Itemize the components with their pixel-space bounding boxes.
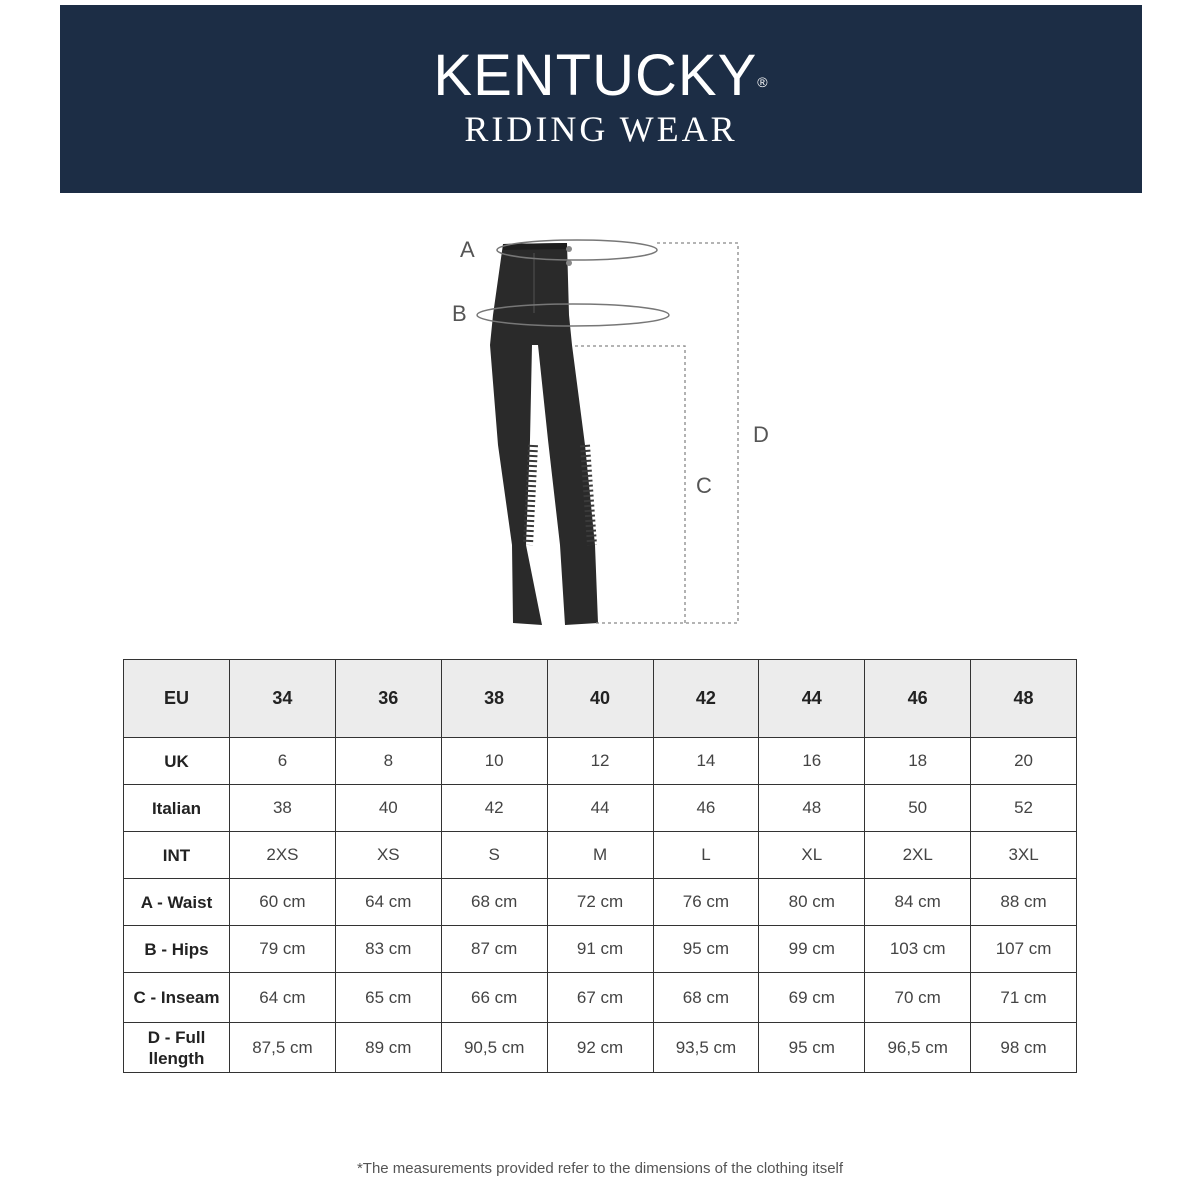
value-cell: 68 cm	[441, 879, 547, 926]
table-row	[124, 832, 1077, 879]
breeches-shape	[490, 243, 598, 625]
value-cell: M	[547, 832, 653, 879]
brand-logo	[60, 43, 1142, 108]
value-cell: 67 cm	[547, 973, 653, 1023]
value-cell: 68 cm	[653, 973, 759, 1023]
brand-subtitle: RIDING WEAR	[464, 109, 738, 149]
value-cell: 95 cm	[653, 926, 759, 973]
value-cell: 46	[653, 785, 759, 832]
label-a: A	[460, 237, 475, 262]
value-cell: 52	[971, 785, 1077, 832]
value-cell: 80 cm	[759, 879, 865, 926]
value-cell: 71 cm	[971, 973, 1077, 1023]
value-cell: 99 cm	[759, 926, 865, 973]
value-cell: 44	[547, 785, 653, 832]
row-label-cell: Italian	[124, 785, 230, 832]
row-label-cell: A - Waist	[124, 879, 230, 926]
eu-header-cell: EU	[124, 660, 230, 738]
value-cell: 16	[759, 738, 865, 785]
size-chart-table	[123, 659, 1077, 1073]
value-cell: XL	[759, 832, 865, 879]
value-cell: 65 cm	[335, 973, 441, 1023]
value-cell: 2XL	[865, 832, 971, 879]
breeches-illustration	[420, 225, 800, 645]
value-cell: 12	[547, 738, 653, 785]
value-cell: 72 cm	[547, 879, 653, 926]
value-cell: 83 cm	[335, 926, 441, 973]
value-cell: 42	[441, 785, 547, 832]
value-cell: 107 cm	[971, 926, 1077, 973]
size-header-cell: 36	[335, 660, 441, 738]
row-label-cell: UK	[124, 738, 230, 785]
value-cell: XS	[335, 832, 441, 879]
value-cell: 103 cm	[865, 926, 971, 973]
label-b: B	[452, 301, 467, 326]
measurement-diagram	[420, 225, 800, 645]
value-cell: 88 cm	[971, 879, 1077, 926]
value-cell: 90,5 cm	[441, 1023, 547, 1073]
value-cell: 89 cm	[335, 1023, 441, 1073]
value-cell: 98 cm	[971, 1023, 1077, 1073]
size-header-cell: 42	[653, 660, 759, 738]
size-header-cell: 48	[971, 660, 1077, 738]
row-label-cell: INT	[124, 832, 230, 879]
size-chart-body	[124, 660, 1077, 1073]
brand-banner	[60, 5, 1142, 193]
value-cell: 79 cm	[230, 926, 336, 973]
value-cell: 87 cm	[441, 926, 547, 973]
value-cell: 3XL	[971, 832, 1077, 879]
table-row	[124, 926, 1077, 973]
value-cell: 2XS	[230, 832, 336, 879]
row-label-cell: B - Hips	[124, 926, 230, 973]
value-cell: 96,5 cm	[865, 1023, 971, 1073]
header-row	[124, 660, 1077, 738]
table-row	[124, 738, 1077, 785]
value-cell: 38	[230, 785, 336, 832]
trademark-symbol: ®	[757, 74, 769, 90]
value-cell: 8	[335, 738, 441, 785]
value-cell: 40	[335, 785, 441, 832]
value-cell: 76 cm	[653, 879, 759, 926]
value-cell: 70 cm	[865, 973, 971, 1023]
value-cell: 66 cm	[441, 973, 547, 1023]
value-cell: 64 cm	[230, 973, 336, 1023]
value-cell: 64 cm	[335, 879, 441, 926]
footnote: *The measurements provided refer to the dimensions of the clothing itself	[356, 1160, 844, 1177]
value-cell: 6	[230, 738, 336, 785]
value-cell: 84 cm	[865, 879, 971, 926]
value-cell: 69 cm	[759, 973, 865, 1023]
value-cell: 48	[759, 785, 865, 832]
value-cell: 95 cm	[759, 1023, 865, 1073]
value-cell: 10	[441, 738, 547, 785]
table-row	[124, 879, 1077, 926]
table-row	[124, 1023, 1077, 1073]
row-label-cell: D - Full llength	[124, 1023, 230, 1073]
row-label-cell: C - Inseam	[124, 973, 230, 1023]
size-header-cell: 46	[865, 660, 971, 738]
table-row	[124, 785, 1077, 832]
value-cell: 18	[865, 738, 971, 785]
value-cell: 87,5 cm	[230, 1023, 336, 1073]
size-header-cell: 40	[547, 660, 653, 738]
full-length-line	[596, 243, 738, 623]
value-cell: 14	[653, 738, 759, 785]
value-cell: L	[653, 832, 759, 879]
label-c: C	[696, 473, 712, 498]
size-header-cell: 38	[441, 660, 547, 738]
value-cell: 50	[865, 785, 971, 832]
size-header-cell: 34	[230, 660, 336, 738]
value-cell: 93,5 cm	[653, 1023, 759, 1073]
size-header-cell: 44	[759, 660, 865, 738]
brand-name: KENTUCKY	[433, 43, 758, 108]
value-cell: 60 cm	[230, 879, 336, 926]
value-cell: S	[441, 832, 547, 879]
value-cell: 92 cm	[547, 1023, 653, 1073]
label-d: D	[753, 422, 769, 447]
value-cell: 91 cm	[547, 926, 653, 973]
value-cell: 20	[971, 738, 1077, 785]
table-row	[124, 973, 1077, 1023]
